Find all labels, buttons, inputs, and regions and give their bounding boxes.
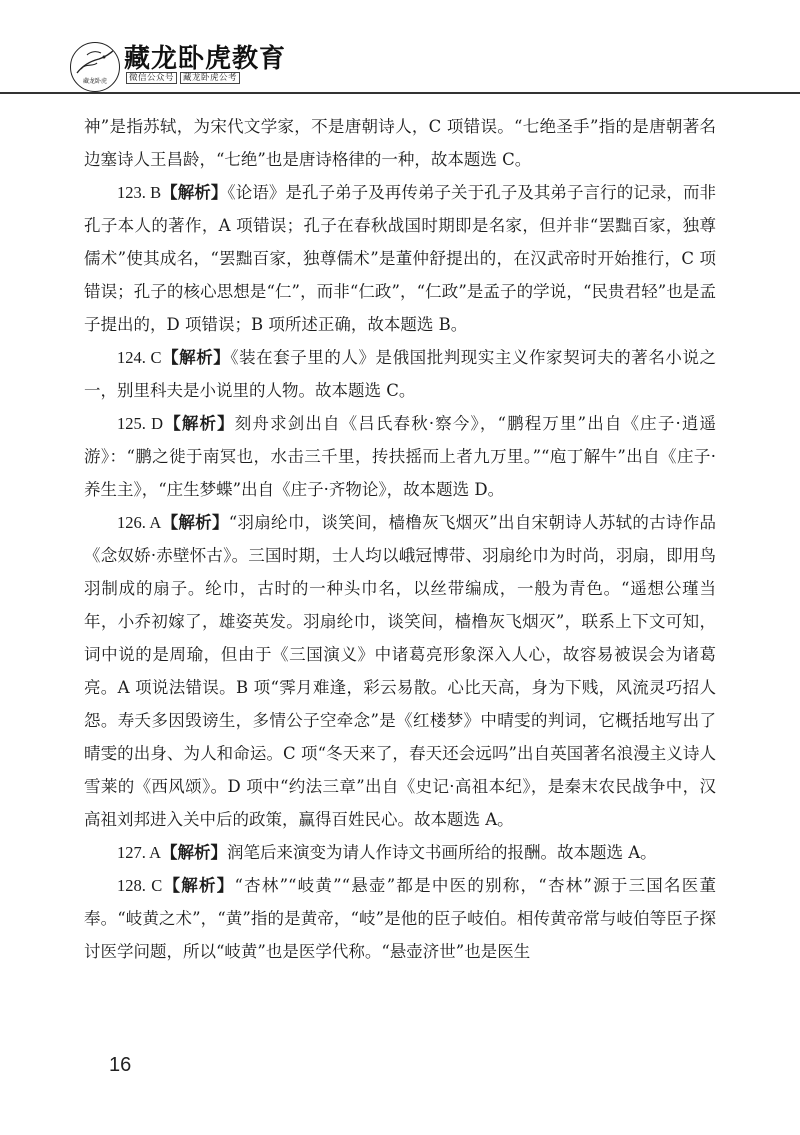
- question-number: 128. C: [117, 876, 163, 895]
- answer-content: [84, 110, 716, 968]
- answer-126: [84, 506, 716, 836]
- answer-123: [84, 176, 716, 341]
- analysis-tag: 【解析】: [161, 348, 231, 367]
- question-number: 123. B: [117, 183, 162, 202]
- question-number: 124. C: [117, 348, 162, 367]
- paragraph-text: “羽扇纶巾，谈笑间，樯橹灰飞烟灭”出自宋朝诗人苏轼的古诗作品《念奴娇·赤壁怀古》。三国时期，士人均以峨冠博带、羽扇纶巾为时尚，羽扇，即用鸟羽制成的扇子。纶巾，古时的一种头巾名，以丝带编成，一般为青色。“遥想公瑾当年，小乔初嫁了，雄姿英发。羽扇纶巾，谈笑间，樯橹灰飞烟灭”，联系上下文可知，词中说的是周瑜，但由于《三国演义》中诸葛亮形象深入人心，故容易被误会为诸葛亮。A 项说法错误。B 项“霁月难逢，彩云易散。心比天高，身为下贱，风流灵巧招人怨。寿夭多因毁谤生，多情公子空牵念”是《红楼梦》中晴雯的判词，它概括地写出了晴雯的出身、为人和命运。C 项“冬天来了，春天还会远吗”出自英国著名浪漫主义诗人雪莱的《西风颂》。D 项中“约法三章”出自《史记·高祖本纪》，是秦末农民战争中，汉高祖刘邦进入关中后的政策，赢得百姓民心。故本题选 A。: [84, 513, 716, 829]
- page-number: 16: [109, 1054, 132, 1076]
- answer-124: [84, 341, 716, 407]
- answer-125: [84, 407, 716, 506]
- paragraph-text: 《装在套子里的人》是俄国批判现实主义作家契诃夫的著名小说之一，别里科夫是小说里的人物。故本题选 C。: [84, 348, 717, 400]
- analysis-tag: 【解析】: [163, 414, 235, 433]
- paragraph-continued: [84, 110, 716, 176]
- question-number: 126. A: [117, 513, 162, 532]
- brand-title: 藏龙卧虎教育: [124, 44, 287, 74]
- account-label: 藏龙卧虎公考: [180, 72, 240, 84]
- analysis-tag: 【解析】: [161, 513, 229, 532]
- analysis-tag: 【解析】: [161, 843, 228, 862]
- logo-caption: 藏龙卧虎: [82, 78, 107, 85]
- analysis-tag: 【解析】: [161, 183, 228, 202]
- paragraph-text: 《论语》是孔子弟子及再传弟子关于孔子及其弟子言行的记录，而非孔子本人的著作，A 项错误；孔子在春秋战国时期即是名家，但并非“罢黜百家，独尊儒术”使其成名，“罢黜百家，独尊儒术”是董仲舒提出的，在汉武帝时开始推行，C 项错误；孔子的核心思想是“仁”，而非“仁政”，“仁政”是孟子的学说，“民贵君轻”也是孟子提出的，D 项错误；B 项所述正确，故本题选 B。: [84, 183, 717, 334]
- page-header: [0, 0, 800, 96]
- brand-logo: [70, 42, 120, 92]
- analysis-tag: 【解析】: [162, 876, 235, 895]
- paragraph-text: 神”是指苏轼，为宋代文学家，不是唐朝诗人，C 项错误。“七绝圣手”指的是唐朝著名边塞诗人王昌龄，“七绝”也是唐诗格律的一种，故本题选 C。: [84, 117, 716, 169]
- question-number: 127. A: [117, 843, 162, 862]
- wechat-label: 微信公众号: [126, 72, 177, 84]
- paragraph-text: 润笔后来演变为请人作诗文书画所给的报酬。故本题选 A。: [227, 843, 657, 862]
- header-rule: [0, 92, 800, 94]
- answer-127: [84, 836, 716, 869]
- paragraph-text: “杏林”“岐黄”“悬壶”都是中医的别称，“杏林”源于三国名医董奉。“岐黄之术”，“黄”指的是黄帝，“岐”是他的臣子岐伯。相传黄帝常与岐伯等臣子探讨医学问题，所以“岐黄”也是医学代称。“悬壶济世”也是医生: [84, 876, 717, 961]
- answer-128: [84, 869, 716, 968]
- paragraph-text: 刻舟求剑出自《吕氏春秋·察今》，“鹏程万里”出自《庄子·逍遥游》：“鹏之徙于南冥也，水击三千里，抟扶摇而上者九万里。”“庖丁解牛”出自《庄子·养生主》，“庄生梦蝶”出自《庄子·齐物论》，故本题选 D。: [84, 414, 716, 499]
- brand-subtitle: [126, 71, 243, 83]
- question-number: 125. D: [117, 414, 164, 433]
